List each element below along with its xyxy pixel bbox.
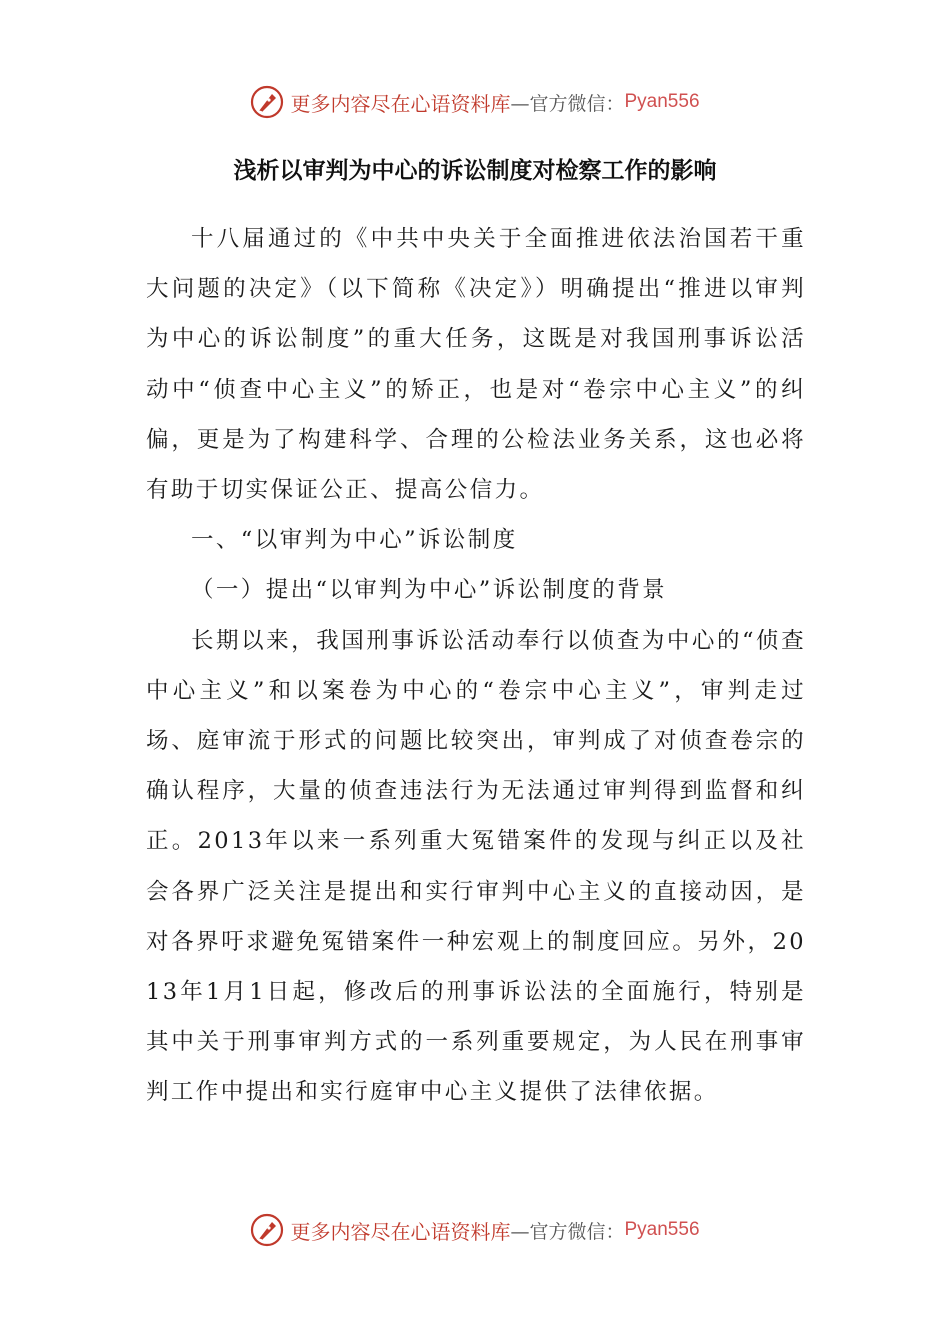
header-banner [0, 82, 950, 122]
banner-official-label: —官方微信： [510, 92, 625, 115]
banner-brand-text: 更多内容尽在心语资料库 [290, 91, 511, 116]
paragraph: 长期以来，我国刑事诉讼活动奉行以侦查为中心的“侦查中心主义”和以案卷为中心的“卷宗中心主义”，审判走过场、庭审流于形式的问题比较突出，审判成了对侦查卷宗的确认程序，大量的侦查违法行为无法通过审判得到监督和纠正。2013年以来一系列重大冤错案件的发现与纠正以及社会各界广泛关注是提出和实行审判中心主义的直接动因，是对各界吁求避免冤错案件一种宏观上的制度回应。另外，2013年1月1日起，修改后的刑事诉讼法的全面施行，特别是其中关于刑事审判方式的一系列重要规定，为人民在刑事审判工作中提出和实行庭审中心主义提供了法律依据。 [146, 627, 806, 1106]
footer-banner [0, 1210, 950, 1250]
section-heading: 一、“以审判为中心”诉讼制度 [191, 527, 518, 554]
document-title: 浅析以审判为中心的诉讼制度对检察工作的影响 [233, 158, 717, 184]
banner-wechat-id: Pyan556 [624, 1219, 700, 1240]
banner-brand-text: 更多内容尽在心语资料库 [290, 1219, 511, 1244]
paragraph: 十八届通过的《中共中央关于全面推进依法治国若干重大问题的决定》（以下简称《决定》）明确提出“推进以审判为中心的诉讼制度”的重大任务，这既是对我国刑事诉讼活动中“侦查中心主义”的矫正，也是对“卷宗中心主义”的纠偏，更是为了构建科学、合理的公检法业务关系，这也必将有助于切实保证公正、提高公信力。 [146, 226, 806, 504]
pen-nib-logo-icon [250, 1213, 284, 1247]
banner-wechat-id: Pyan556 [624, 91, 700, 112]
document-body [146, 214, 806, 1118]
pen-nib-logo-icon [250, 85, 284, 119]
banner-official-label: —官方微信： [510, 1220, 625, 1243]
subsection-heading: （一）提出“以审判为中心”诉讼制度的背景 [191, 577, 668, 604]
